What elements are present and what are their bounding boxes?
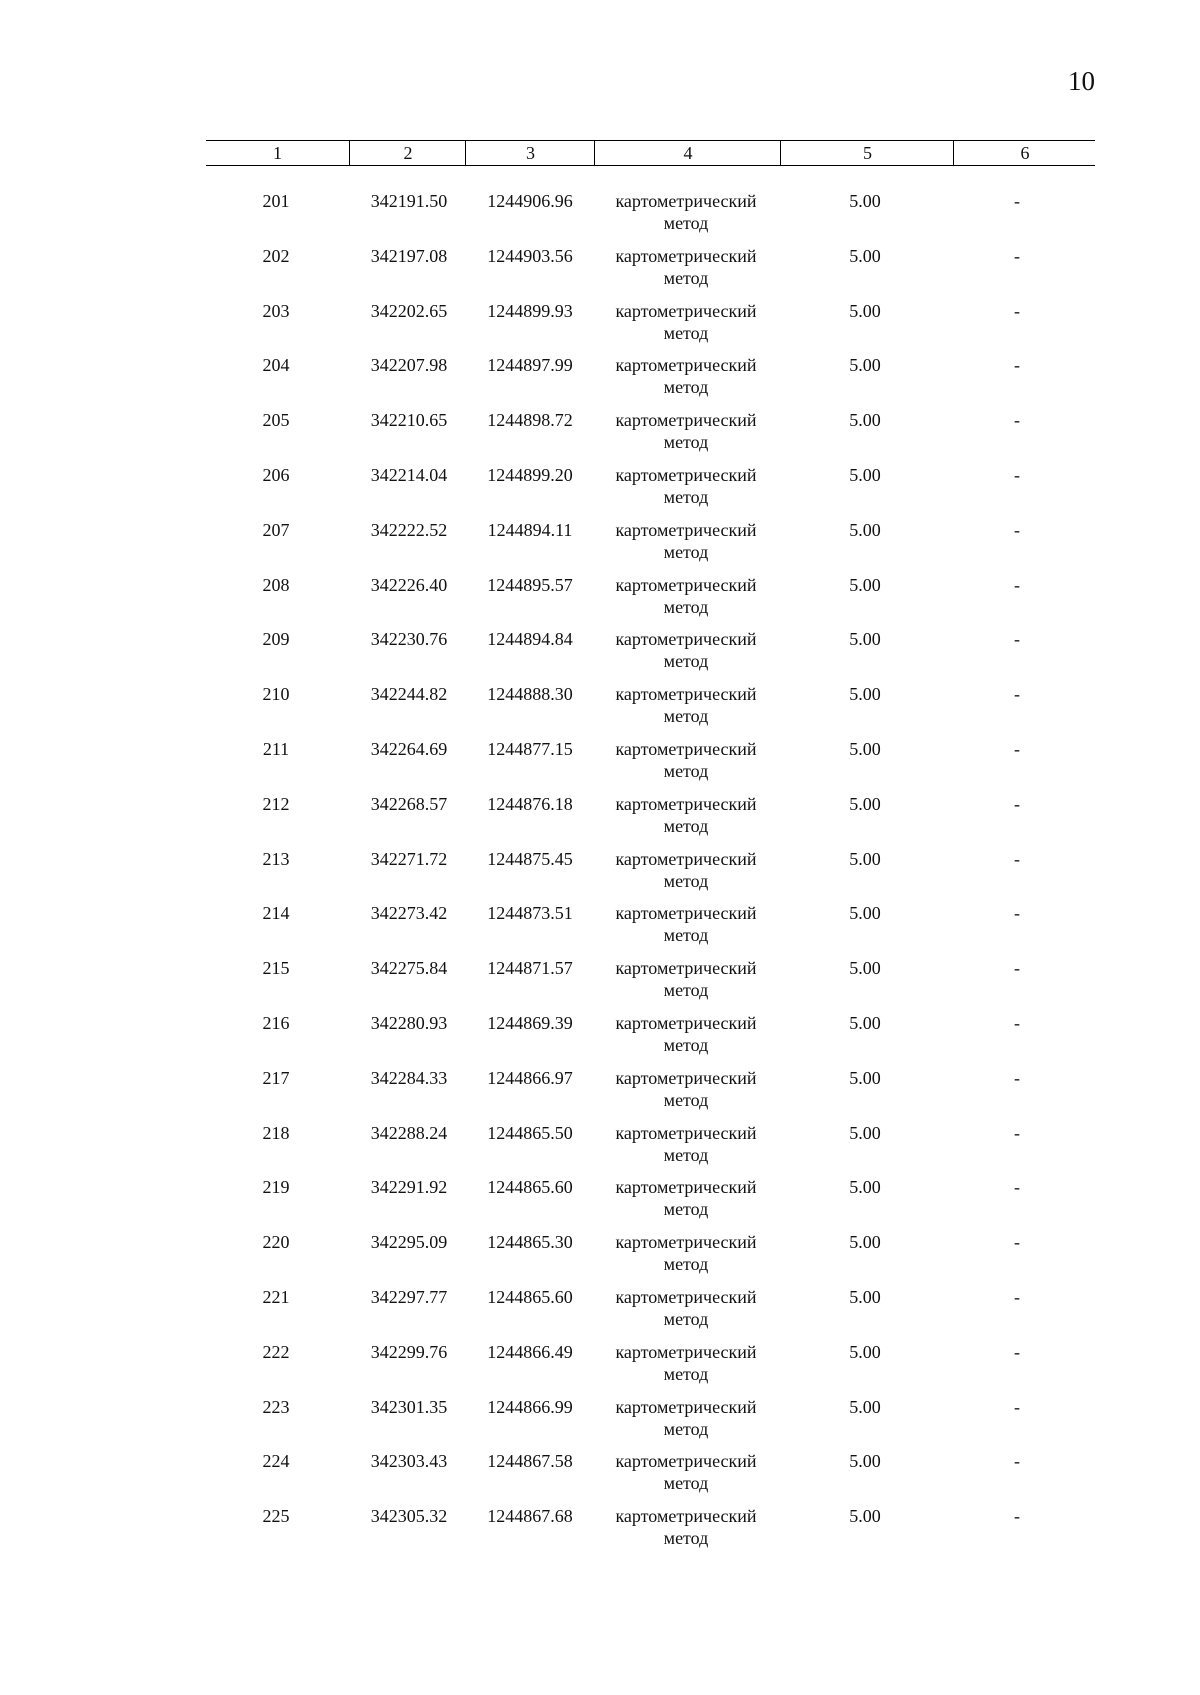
point-number: 221	[262, 1286, 290, 1307]
coord-x: 342191.50	[370, 191, 448, 211]
coord-y: 1244875.45	[487, 848, 573, 869]
accuracy: 5.00	[849, 1341, 881, 1362]
point-number: 216	[262, 1012, 290, 1033]
point-number: 224	[262, 1451, 290, 1472]
method	[596, 793, 776, 837]
table-row	[0, 1450, 1200, 1505]
method	[596, 464, 776, 508]
note: -	[1014, 738, 1020, 759]
coord-x: 342271.72	[370, 848, 448, 869]
method-line: картометрический	[615, 1012, 757, 1033]
method-line: картометрический	[615, 191, 757, 211]
method-line: метод	[663, 1528, 709, 1549]
method-line: картометрический	[615, 903, 757, 924]
method-line: метод	[663, 267, 709, 288]
note: -	[1014, 1067, 1020, 1088]
method-line: картометрический	[615, 1506, 757, 1527]
note: -	[1014, 519, 1020, 540]
accuracy: 5.00	[849, 684, 881, 705]
note: -	[1014, 191, 1020, 211]
point-number: 219	[262, 1177, 290, 1198]
coord-x: 342207.98	[370, 355, 448, 376]
header-col-3: 3	[465, 141, 595, 165]
table-row	[0, 1341, 1200, 1396]
point-number: 206	[262, 464, 290, 485]
method	[596, 1286, 776, 1330]
accuracy: 5.00	[849, 574, 881, 595]
method	[596, 738, 776, 782]
coord-y: 1244866.97	[487, 1067, 573, 1088]
accuracy: 5.00	[849, 1232, 881, 1253]
accuracy: 5.00	[849, 191, 881, 211]
method-line: метод	[663, 925, 709, 946]
accuracy: 5.00	[849, 1396, 881, 1417]
coord-y: 1244867.68	[487, 1506, 573, 1527]
method-line: картометрический	[615, 738, 757, 759]
note: -	[1014, 1341, 1020, 1362]
method-line: метод	[663, 760, 709, 781]
accuracy: 5.00	[849, 519, 881, 540]
point-number: 211	[262, 738, 290, 759]
method-line: метод	[663, 1199, 709, 1220]
coord-y: 1244865.60	[487, 1286, 573, 1307]
table-row	[0, 1067, 1200, 1122]
method-line: метод	[663, 1473, 709, 1494]
table-row	[0, 683, 1200, 738]
point-number: 203	[262, 300, 290, 321]
coord-y: 1244866.49	[487, 1341, 573, 1362]
point-number: 209	[262, 629, 290, 650]
accuracy: 5.00	[849, 1012, 881, 1033]
method-line: метод	[663, 432, 709, 453]
note: -	[1014, 1232, 1020, 1253]
coord-x: 342291.92	[370, 1177, 448, 1198]
method-line: картометрический	[615, 1177, 757, 1198]
table-row	[0, 957, 1200, 1012]
table-row	[0, 793, 1200, 848]
method	[596, 1012, 776, 1056]
point-number: 205	[262, 410, 290, 431]
table-row	[0, 409, 1200, 464]
point-number: 225	[262, 1506, 290, 1527]
point-number: 215	[262, 958, 290, 979]
method-line: метод	[663, 651, 709, 672]
table-row	[0, 738, 1200, 793]
coord-x: 342303.43	[370, 1451, 448, 1472]
method-line: метод	[663, 1363, 709, 1384]
method	[596, 245, 776, 289]
coord-y: 1244865.30	[487, 1232, 573, 1253]
coord-x: 342264.69	[370, 738, 448, 759]
point-number: 223	[262, 1396, 290, 1417]
method-line: метод	[663, 1308, 709, 1329]
method	[596, 1067, 776, 1111]
table-row	[0, 519, 1200, 574]
point-number: 202	[262, 245, 290, 266]
coord-x: 342210.65	[370, 410, 448, 431]
coord-y: 1244894.11	[487, 519, 573, 540]
table-row	[0, 1122, 1200, 1177]
accuracy: 5.00	[849, 245, 881, 266]
method-line: метод	[663, 980, 709, 1001]
table-row	[0, 245, 1200, 300]
point-number: 208	[262, 574, 290, 595]
method	[596, 354, 776, 398]
coord-x: 342284.33	[370, 1067, 448, 1088]
method	[596, 190, 776, 234]
note: -	[1014, 684, 1020, 705]
method-line: картометрический	[615, 464, 757, 485]
table-row	[0, 190, 1200, 245]
method-line: картометрический	[615, 848, 757, 869]
coord-y: 1244888.30	[487, 684, 573, 705]
coord-x: 342295.09	[370, 1232, 448, 1253]
method-line: метод	[663, 486, 709, 507]
method-line: метод	[663, 1254, 709, 1275]
note: -	[1014, 355, 1020, 376]
method-line: метод	[663, 870, 709, 891]
header-col-2: 2	[349, 141, 466, 165]
point-number: 207	[262, 519, 290, 540]
method-line: метод	[663, 1418, 709, 1439]
coord-x: 342301.35	[370, 1396, 448, 1417]
coord-x: 342226.40	[370, 574, 448, 595]
method-line: картометрический	[615, 574, 757, 595]
point-number: 217	[262, 1067, 290, 1088]
table-row	[0, 1012, 1200, 1067]
note: -	[1014, 958, 1020, 979]
point-number: 210	[262, 684, 290, 705]
coord-y: 1244897.99	[487, 355, 573, 376]
note: -	[1014, 574, 1020, 595]
note: -	[1014, 245, 1020, 266]
method	[596, 1396, 776, 1440]
coord-x: 342305.32	[370, 1506, 448, 1527]
accuracy: 5.00	[849, 1506, 881, 1527]
coord-y: 1244898.72	[487, 410, 573, 431]
note: -	[1014, 793, 1020, 814]
point-number: 218	[262, 1122, 290, 1143]
table-row	[0, 848, 1200, 903]
accuracy: 5.00	[849, 1122, 881, 1143]
method-line: картометрический	[615, 629, 757, 650]
method-line: метод	[663, 213, 709, 233]
header-col-5: 5	[780, 141, 954, 165]
coord-x: 342273.42	[370, 903, 448, 924]
coord-y: 1244873.51	[487, 903, 573, 924]
point-number: 201	[262, 191, 290, 211]
note: -	[1014, 1506, 1020, 1527]
table-header	[206, 140, 1095, 166]
accuracy: 5.00	[849, 355, 881, 376]
accuracy: 5.00	[849, 1451, 881, 1472]
method	[596, 409, 776, 453]
method-line: картометрический	[615, 1232, 757, 1253]
method	[596, 848, 776, 892]
method-line: картометрический	[615, 684, 757, 705]
coord-x: 342297.77	[370, 1286, 448, 1307]
method-line: метод	[663, 596, 709, 617]
coord-y: 1244869.39	[487, 1012, 573, 1033]
method	[596, 1450, 776, 1494]
method-line: метод	[663, 377, 709, 398]
accuracy: 5.00	[849, 738, 881, 759]
point-number: 214	[262, 903, 290, 924]
note: -	[1014, 1451, 1020, 1472]
method-line: картометрический	[615, 1286, 757, 1307]
note: -	[1014, 1396, 1020, 1417]
point-number: 213	[262, 848, 290, 869]
coord-x: 342222.52	[370, 519, 448, 540]
header-col-6: 6	[953, 141, 1096, 165]
method-line: картометрический	[615, 958, 757, 979]
note: -	[1014, 629, 1020, 650]
accuracy: 5.00	[849, 410, 881, 431]
coord-y: 1244906.96	[487, 191, 573, 211]
note: -	[1014, 1012, 1020, 1033]
page-number: 10	[1068, 66, 1095, 96]
note: -	[1014, 903, 1020, 924]
table-row	[0, 1286, 1200, 1341]
point-number: 204	[262, 355, 290, 376]
method-line: метод	[663, 815, 709, 836]
table-row	[0, 902, 1200, 957]
table-row	[0, 464, 1200, 519]
accuracy: 5.00	[849, 848, 881, 869]
table-row	[0, 1231, 1200, 1286]
coord-y: 1244899.93	[487, 300, 573, 321]
note: -	[1014, 464, 1020, 485]
method-line: метод	[663, 541, 709, 562]
method-line: картометрический	[615, 410, 757, 431]
method	[596, 519, 776, 563]
coord-y: 1244866.99	[487, 1396, 573, 1417]
table-row	[0, 1505, 1200, 1560]
method-line: картометрический	[615, 1396, 757, 1417]
accuracy: 5.00	[849, 1067, 881, 1088]
coord-y: 1244895.57	[487, 574, 573, 595]
accuracy: 5.00	[849, 629, 881, 650]
accuracy: 5.00	[849, 1177, 881, 1198]
method	[596, 628, 776, 672]
method-line: картометрический	[615, 1122, 757, 1143]
accuracy: 5.00	[849, 793, 881, 814]
coord-x: 342280.93	[370, 1012, 448, 1033]
coord-y: 1244876.18	[487, 793, 573, 814]
note: -	[1014, 410, 1020, 431]
table-body	[0, 190, 1200, 1560]
accuracy: 5.00	[849, 300, 881, 321]
coord-y: 1244894.84	[487, 629, 573, 650]
table-row	[0, 354, 1200, 409]
method-line: метод	[663, 1034, 709, 1055]
coord-y: 1244871.57	[487, 958, 573, 979]
table-row	[0, 300, 1200, 355]
method	[596, 902, 776, 946]
note: -	[1014, 1286, 1020, 1307]
method-line: картометрический	[615, 1451, 757, 1472]
accuracy: 5.00	[849, 464, 881, 485]
point-number: 222	[262, 1341, 290, 1362]
coord-x: 342299.76	[370, 1341, 448, 1362]
method	[596, 1505, 776, 1549]
coord-y: 1244903.56	[487, 245, 573, 266]
coord-x: 342214.04	[370, 464, 448, 485]
accuracy: 5.00	[849, 1286, 881, 1307]
method-line: картометрический	[615, 355, 757, 376]
header-col-1: 1	[273, 143, 282, 163]
method-line: картометрический	[615, 793, 757, 814]
table-row	[0, 1396, 1200, 1451]
note: -	[1014, 300, 1020, 321]
point-number: 212	[262, 793, 290, 814]
method	[596, 1176, 776, 1220]
method-line: картометрический	[615, 1067, 757, 1088]
method	[596, 1122, 776, 1166]
method-line: метод	[663, 1144, 709, 1165]
coord-y: 1244867.58	[487, 1451, 573, 1472]
coord-x: 342202.65	[370, 300, 448, 321]
header-col-4: 4	[594, 141, 781, 165]
method	[596, 300, 776, 344]
coord-y: 1244865.50	[487, 1122, 573, 1143]
coord-y: 1244877.15	[487, 738, 573, 759]
note: -	[1014, 1177, 1020, 1198]
coord-y: 1244899.20	[487, 464, 573, 485]
point-number: 220	[262, 1232, 290, 1253]
method	[596, 957, 776, 1001]
note: -	[1014, 848, 1020, 869]
method-line: метод	[663, 1089, 709, 1110]
accuracy: 5.00	[849, 958, 881, 979]
method	[596, 1341, 776, 1385]
coord-x: 342244.82	[370, 684, 448, 705]
method-line: метод	[663, 322, 709, 343]
coord-x: 342197.08	[370, 245, 448, 266]
method-line: картометрический	[615, 300, 757, 321]
method-line: картометрический	[615, 1341, 757, 1362]
note: -	[1014, 1122, 1020, 1143]
method	[596, 574, 776, 618]
table-row	[0, 1176, 1200, 1231]
method	[596, 683, 776, 727]
coord-x: 342268.57	[370, 793, 448, 814]
coord-x: 342275.84	[370, 958, 448, 979]
table-row	[0, 574, 1200, 629]
method-line: картометрический	[615, 519, 757, 540]
table-row	[0, 628, 1200, 683]
coord-y: 1244865.60	[487, 1177, 573, 1198]
coord-x: 342288.24	[370, 1122, 448, 1143]
method	[596, 1231, 776, 1275]
coord-x: 342230.76	[370, 629, 448, 650]
accuracy: 5.00	[849, 903, 881, 924]
method-line: картометрический	[615, 245, 757, 266]
method-line: метод	[663, 706, 709, 727]
